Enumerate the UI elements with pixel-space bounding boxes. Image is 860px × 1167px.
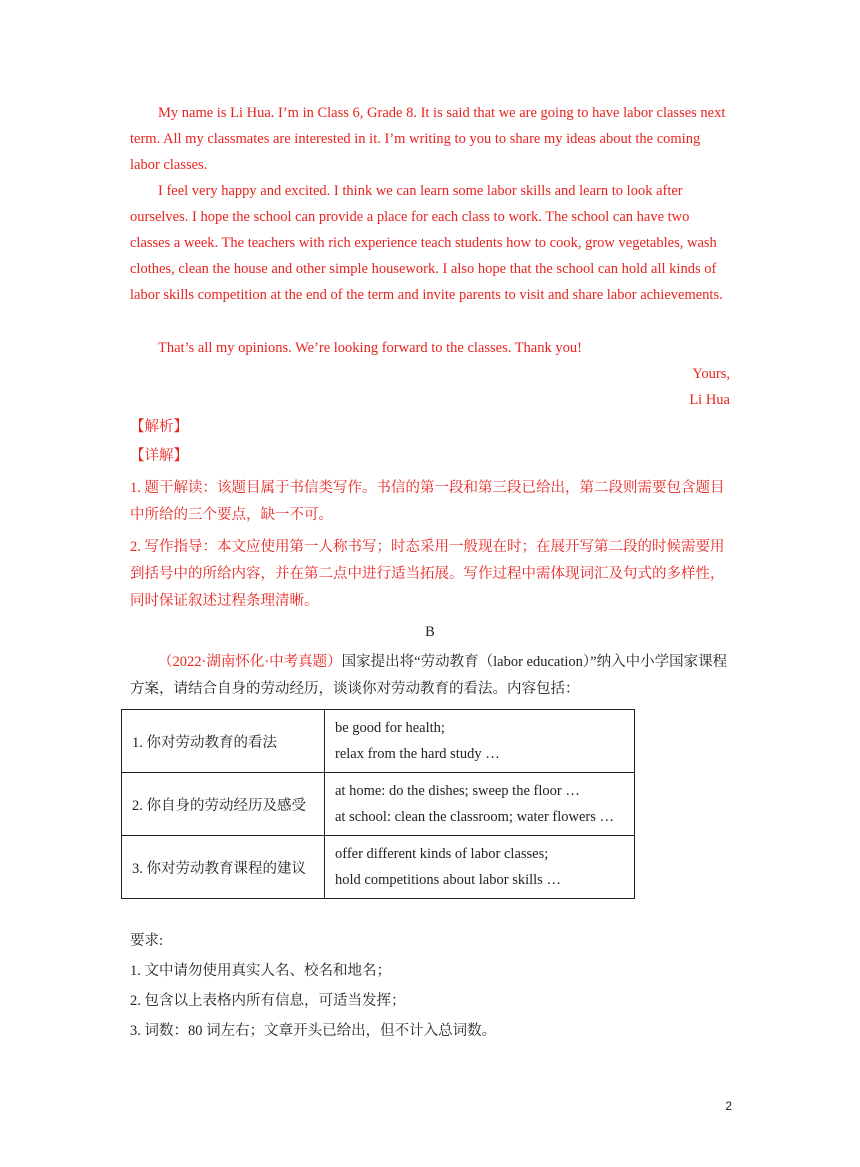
- requirement-item: 3. 词数：80 词左右；文章开头已给出，但不计入总词数。: [130, 1023, 497, 1039]
- question-source: （2022·湖南怀化·中考真题）: [158, 654, 342, 670]
- table-hint-cell: [325, 710, 635, 773]
- table-hint-cell: [325, 773, 635, 836]
- analysis-point-2: 2. 写作指导：本文应使用第一人称书写；时态采用一般现在时；在展开写第二段的时候需要用到括号中的所给内容，并在第二点中进行适当拓展。写作过程中需体现词汇及句式的多样性，同时保证叙述过程条理清晰。: [130, 539, 725, 609]
- hint-line: at home: do the dishes; sweep the floor …: [335, 783, 580, 799]
- letter-paragraph-1: My name is Li Hua. I’m in Class 6, Grade 8. It is said that we are going to have labor classes next term. All my classmates are interested in it. I’m writing to you to share my ideas about the coming labor classes.: [130, 105, 726, 173]
- letter-paragraph-2: I feel very happy and excited. I think we can learn some labor skills and learn to look after ourselves. I hope the school can provide a place for each class to work. The school can have two classes a week. The teachers with rich experience teach students how to cook, grow vegetables, wash clothes, clean the house and other simple housework. I also hope that the school can hold all kinds of labor skills competition at the end of the term and invite parents to visit and share labor achievements.: [130, 183, 723, 303]
- hint-line: hold competitions about labor skills …: [335, 872, 561, 888]
- table-row: [122, 710, 635, 773]
- hint-line: offer different kinds of labor classes;: [335, 846, 549, 862]
- table-topic-cell: 3. 你对劳动教育课程的建议: [122, 836, 325, 899]
- analysis-point-1: 1. 题干解读：该题目属于书信类写作。书信的第一段和第三段已给出，第二段则需要包含题目中所给的三个要点，缺一不可。: [130, 480, 725, 523]
- letter-signature: Li Hua: [689, 392, 730, 408]
- requirements-list: [130, 926, 730, 1046]
- detail-label: 【详解】: [130, 448, 188, 464]
- table-topic-cell: 2. 你自身的劳动经历及感受: [122, 773, 325, 836]
- hint-line: be good for health;: [335, 720, 445, 736]
- requirements-heading: 要求:: [130, 933, 164, 949]
- section-b-heading: B: [425, 624, 435, 640]
- letter-closing: Yours,: [692, 366, 730, 382]
- table-topic-cell: 1. 你对劳动教育的看法: [122, 710, 325, 773]
- table-row: [122, 836, 635, 899]
- requirement-item: 2. 包含以上表格内所有信息，可适当发挥；: [130, 993, 406, 1009]
- table-hint-cell: [325, 836, 635, 899]
- table-row: [122, 773, 635, 836]
- section-b-prompt: [130, 649, 730, 703]
- letter-paragraph-3: That’s all my opinions. We’re looking forward to the classes. Thank you!: [158, 340, 582, 356]
- hint-line: at school: clean the classroom; water flowers …: [335, 809, 615, 825]
- content-requirements-table: [121, 709, 635, 899]
- hint-line: relax from the hard study …: [335, 746, 500, 762]
- page-number: 2: [725, 1099, 732, 1113]
- analysis-label: 【解析】: [130, 419, 188, 435]
- prompt-text: 国家提出将“劳动教育（labor education）”纳入中小学国家课程方案，请结合自身的劳动经历，谈谈你对劳动教育的看法。内容包括：: [130, 654, 728, 697]
- requirement-item: 1. 文中请勿使用真实人名、校名和地名；: [130, 963, 391, 979]
